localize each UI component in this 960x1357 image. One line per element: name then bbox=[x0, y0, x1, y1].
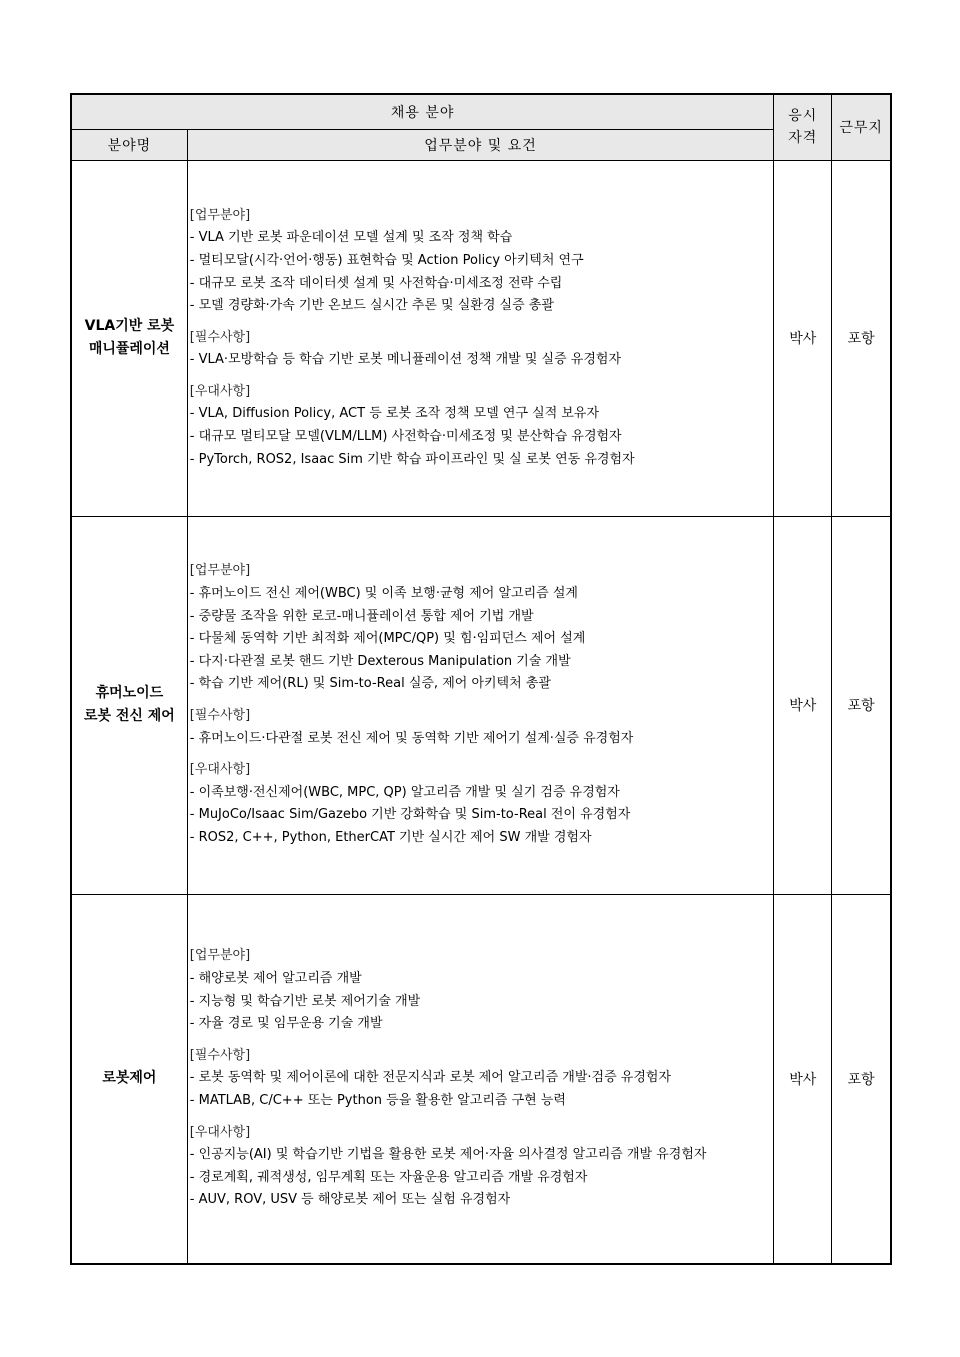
header-location bbox=[832, 94, 891, 160]
duty-item: - 지능형 및 학습기반 로봇 제어기술 개발 bbox=[189, 993, 421, 1009]
section-title: [우대사항] bbox=[189, 383, 251, 399]
location-cell bbox=[832, 516, 891, 894]
qualification-cell bbox=[774, 894, 832, 1264]
field-name: 로봇제어 bbox=[102, 1070, 157, 1087]
duty-item: - 모델 경량화·가속 기반 온보드 실시간 추론 및 실환경 실증 총괄 bbox=[189, 298, 554, 314]
duties-section bbox=[190, 945, 773, 1035]
preferred-item: - 이족보행·전신제어(WBC, MPC, QP) 알고리즘 개발 및 실기 검증 유경험자 bbox=[189, 784, 620, 800]
duty-item: - 멀티모달(시각·언어·행동) 표현학습 및 Action Policy 아키텍처 연구 bbox=[189, 252, 584, 268]
field-name-cell bbox=[71, 160, 187, 516]
header-duties-label: 업무분야 및 요건 bbox=[424, 137, 537, 154]
table-row bbox=[71, 516, 891, 894]
required-section bbox=[190, 705, 773, 750]
header-field-name bbox=[71, 129, 187, 160]
location-value: 포항 bbox=[847, 1071, 875, 1088]
duties-section bbox=[190, 205, 773, 318]
qualification-value: 박사 bbox=[789, 1071, 817, 1088]
duty-item: - 다지·다관절 로봇 핸드 기반 Dexterous Manipulation 기술 개발 bbox=[189, 653, 571, 669]
duty-item: - 해양로봇 제어 알고리즘 개발 bbox=[189, 971, 362, 987]
duty-item: - 대규모 로봇 조작 데이터셋 설계 및 사전학습·미세조정 전략 수립 bbox=[189, 275, 563, 291]
table-row bbox=[71, 160, 891, 516]
preferred-section bbox=[190, 759, 773, 849]
preferred-section bbox=[190, 381, 773, 471]
field-name-cell bbox=[71, 516, 187, 894]
section-title: [업무분야] bbox=[189, 563, 251, 579]
header-field-group-label: 채용 분야 bbox=[390, 104, 455, 121]
duties-section bbox=[190, 560, 773, 696]
duty-item: - 중량물 조작을 위한 로코-매니퓰레이션 통합 제어 기법 개발 bbox=[189, 608, 534, 624]
qualification-cell bbox=[774, 516, 832, 894]
duty-item: - 학습 기반 제어(RL) 및 Sim-to-Real 실증, 제어 아키텍처 총괄 bbox=[189, 676, 551, 692]
header-duties bbox=[187, 129, 773, 160]
duty-item: - 다물체 동역학 기반 최적화 제어(MPC/QP) 및 힘·임피던스 제어 설계 bbox=[189, 631, 586, 647]
header-qualification-label: 응시 자격 bbox=[788, 108, 818, 147]
preferred-item: - 경로계획, 궤적생성, 임무계획 또는 자율운용 알고리즘 개발 유경험자 bbox=[189, 1169, 588, 1185]
location-cell bbox=[832, 160, 891, 516]
duties-cell bbox=[187, 160, 773, 516]
preferred-item: - VLA, Diffusion Policy, ACT 등 로봇 조작 정책 모델 연구 실적 보유자 bbox=[189, 406, 600, 422]
header-qualification bbox=[774, 94, 832, 160]
section-title: [필수사항] bbox=[189, 708, 251, 723]
preferred-item: - MuJoCo/Isaac Sim/Gazebo 기반 강화학습 및 Sim-to-Real 전이 유경험자 bbox=[189, 807, 631, 823]
required-item: - MATLAB, C/C++ 또는 Python 등을 활용한 알고리즘 구현 능력 bbox=[189, 1093, 566, 1109]
qualification-value: 박사 bbox=[789, 698, 817, 714]
section-title: [우대사항] bbox=[189, 1124, 251, 1140]
duty-item: - 자율 경로 및 임무운용 기술 개발 bbox=[189, 1016, 383, 1032]
duty-item: - 휴머노이드 전신 제어(WBC) 및 이족 보행·균형 제어 알고리즘 설계 bbox=[189, 586, 578, 602]
section-title: [필수사항] bbox=[189, 1047, 251, 1063]
required-item: - 휴머노이드·다관절 로봇 전신 제어 및 동역학 기반 제어기 설계·실증 유경험자 bbox=[189, 730, 634, 746]
table-row bbox=[71, 894, 891, 1264]
preferred-item: - 인공지능(AI) 및 학습기반 기법을 활용한 로봇 제어·자율 의사결정 알고리즘 개발 유경험자 bbox=[189, 1147, 707, 1163]
qualification-cell bbox=[774, 160, 832, 516]
required-section bbox=[190, 327, 773, 372]
required-section bbox=[190, 1045, 773, 1113]
preferred-item: - AUV, ROV, USV 등 해양로봇 제어 또는 실험 유경험자 bbox=[189, 1192, 511, 1208]
preferred-item: - PyTorch, ROS2, Isaac Sim 기반 학습 파이프라인 및 실 로봇 연동 유경험자 bbox=[189, 451, 635, 467]
preferred-section bbox=[190, 1122, 773, 1212]
location-value: 포항 bbox=[847, 698, 875, 714]
header-field-group bbox=[71, 94, 774, 129]
location-cell bbox=[832, 894, 891, 1264]
section-title: [필수사항] bbox=[189, 329, 251, 345]
required-item: - VLA·모방학습 등 학습 기반 로봇 메니퓰레이션 정책 개발 및 실증 유경험자 bbox=[189, 352, 622, 368]
recruitment-table bbox=[70, 93, 892, 1265]
preferred-item: - ROS2, C++, Python, EtherCAT 기반 실시간 제어 SW 개발 경험자 bbox=[189, 829, 592, 845]
location-value: 포항 bbox=[847, 331, 875, 347]
qualification-value: 박사 bbox=[789, 331, 817, 347]
field-name-cell bbox=[71, 894, 187, 1264]
field-name: 휴머노이드 로봇 전신 제어 bbox=[83, 685, 175, 724]
required-item: - 로봇 동역학 및 제어이론에 대한 전문지식과 로봇 제어 알고리즘 개발·검증 유경험자 bbox=[189, 1070, 672, 1086]
duty-item: - VLA 기반 로봇 파운데이션 모델 설계 및 조작 정책 학습 bbox=[189, 230, 513, 246]
section-title: [업무분야] bbox=[189, 207, 251, 223]
duties-cell bbox=[187, 894, 773, 1264]
section-title: [우대사항] bbox=[189, 762, 251, 778]
header-field-name-label: 분야명 bbox=[107, 137, 152, 154]
header-location-label: 근무지 bbox=[839, 120, 883, 137]
section-title: [업무분야] bbox=[189, 948, 251, 964]
preferred-item: - 대규모 멀티모달 모델(VLM/LLM) 사전학습·미세조정 및 분산학습 유경험자 bbox=[189, 429, 622, 445]
duties-cell bbox=[187, 516, 773, 894]
field-name: VLA기반 로봇 매니퓰레이션 bbox=[84, 318, 175, 357]
